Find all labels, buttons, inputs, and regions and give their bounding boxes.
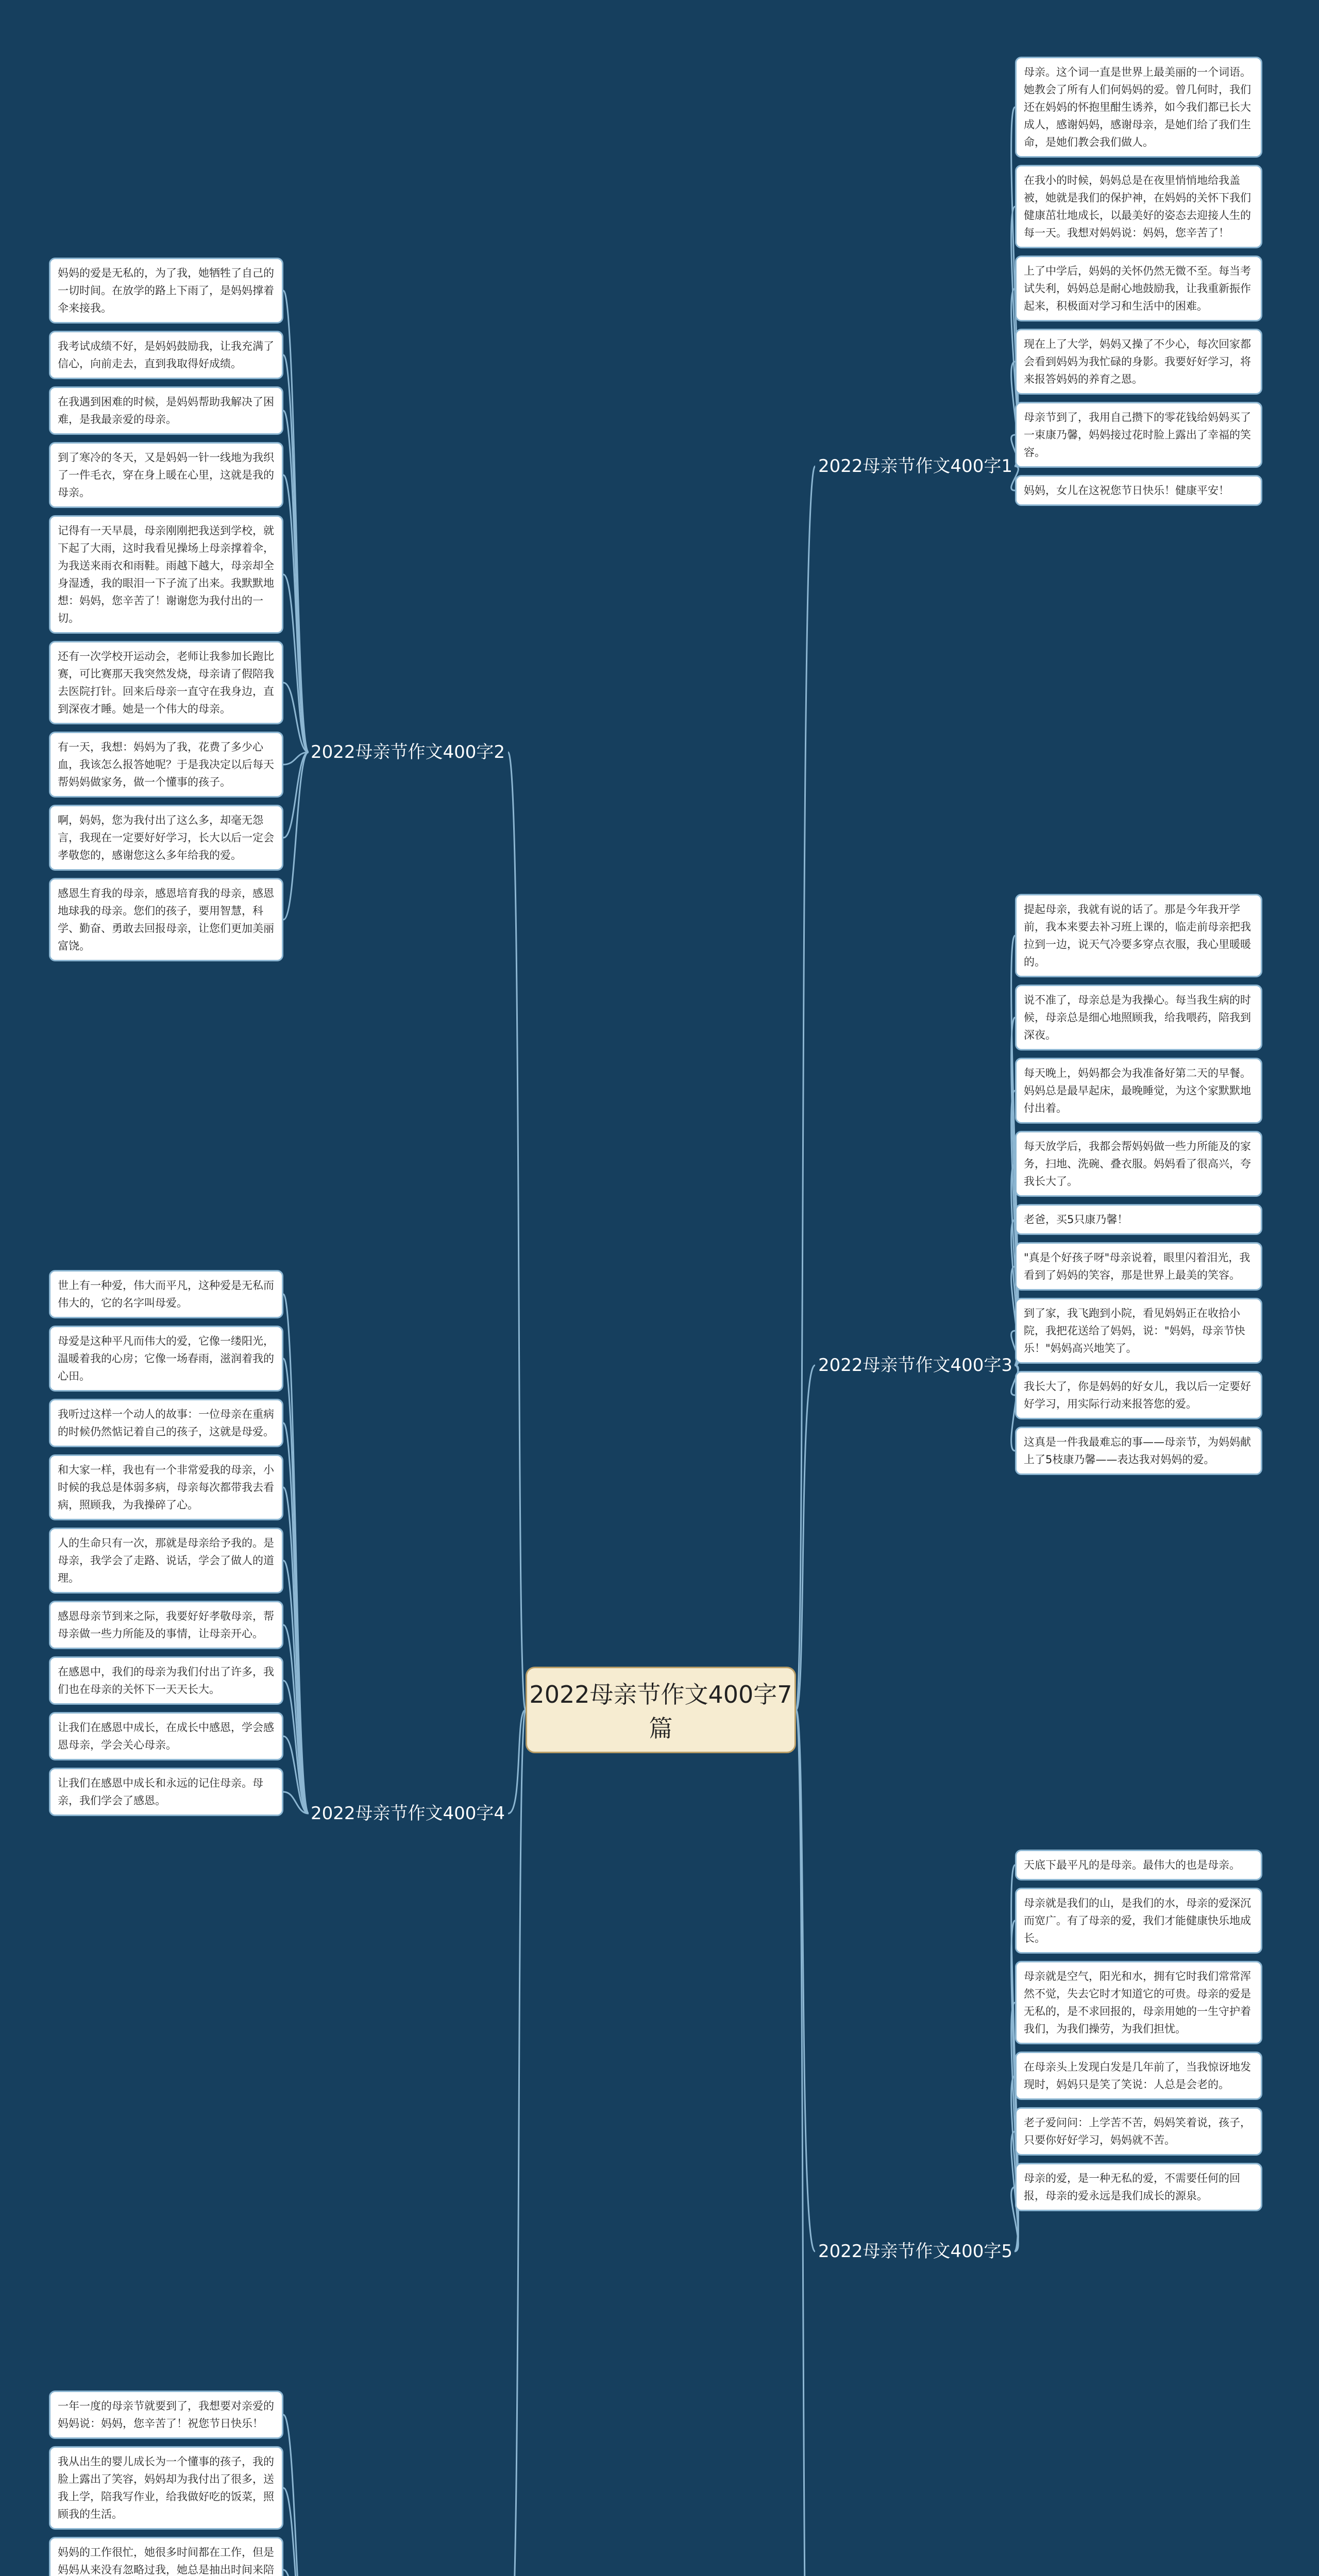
leaf-note[interactable]: 让我们在感恩中成长和永远的记住母亲。母亲，我们学会了感恩。 (49, 1768, 283, 1816)
leaf-note[interactable]: 我听过这样一个动人的故事：一位母亲在重病的时候仍然惦记着自己的孩子，这就是母爱。 (49, 1399, 283, 1447)
leaf-note[interactable]: 妈妈的爱是无私的，为了我，她牺牲了自己的一切时间。在放学的路上下雨了，是妈妈撑着伞来接我。 (49, 258, 283, 324)
leaf-note[interactable]: 感恩生育我的母亲，感恩培育我的母亲，感恩地球我的母亲。您们的孩子，要用智慧，科学、勤奋、勇敢去回报母亲，让您们更加美丽富饶。 (49, 878, 283, 961)
leaf-note[interactable]: 母爱是这种平凡而伟大的爱，它像一缕阳光，温暖着我的心房；它像一场春雨，滋润着我的心田。 (49, 1326, 283, 1392)
leaf-note[interactable]: 人的生命只有一次，那就是母亲给予我的。是母亲，我学会了走路、说话，学会了做人的道理。 (49, 1528, 283, 1594)
leaf-note[interactable]: 妈妈，女儿在这祝您节日快乐！健康平安！ (1015, 475, 1262, 506)
leaf-note[interactable]: 还有一次学校开运动会，老师让我参加长跑比赛，可比赛那天我突然发烧，母亲请了假陪我去医院打针。回来后母亲一直守在我身边，直到深夜才睡。她是一个伟大的母亲。 (49, 641, 283, 724)
leaf-note[interactable]: 母亲节到了，我用自己攒下的零花钱给妈妈买了一束康乃馨，妈妈接过花时脸上露出了幸福的笑容。 (1015, 402, 1262, 468)
branch-topic-5[interactable]: 2022母亲节作文400字5 (818, 2241, 1013, 2262)
central-topic[interactable]: 2022母亲节作文400字7篇 (526, 1667, 796, 1753)
leaf-note[interactable]: 我长大了，你是妈妈的好女儿，我以后一定要好好学习，用实际行动来报答您的爱。 (1015, 1371, 1262, 1419)
leaf-note[interactable]: 和大家一样，我也有一个非常爱我的母亲，小时候的我总是体弱多病，母亲每次都带我去看病，照顾我，为我操碎了心。 (49, 1454, 283, 1520)
leaf-note[interactable]: 在我小的时候，妈妈总是在夜里悄悄地给我盖被，她就是我们的保护神，在妈妈的关怀下我们健康茁壮地成长，以最美好的姿态去迎接人生的每一天。我想对妈妈说：妈妈，您辛苦了！ (1015, 165, 1262, 248)
leaf-note[interactable]: 在母亲头上发现白发是几年前了，当我惊讶地发现时，妈妈只是笑了笑说：人总是会老的。 (1015, 2052, 1262, 2100)
leaf-note[interactable]: 我从出生的婴儿成长为一个懂事的孩子，我的脸上露出了笑容，妈妈却为我付出了很多，送我上学，陪我写作业，给我做好吃的饭菜，照顾我的生活。 (49, 2446, 283, 2530)
leaf-note[interactable]: 有一天，我想：妈妈为了我，花费了多少心血，我该怎么报答她呢？于是我决定以后每天帮妈妈做家务，做一个懂事的孩子。 (49, 732, 283, 798)
leaf-note[interactable]: 在感恩中，我们的母亲为我们付出了许多，我们也在母亲的关怀下一天天长大。 (49, 1656, 283, 1705)
leaf-note[interactable]: 老子爱问问：上学苦不苦，妈妈笑着说，孩子，只要你好好学习，妈妈就不苦。 (1015, 2107, 1262, 2156)
leaf-note[interactable]: 妈妈的工作很忙，她很多时间都在工作，但是妈妈从来没有忽略过我，她总是抽出时间来陪 (49, 2537, 283, 2576)
leaf-note[interactable]: 这真是一件我最难忘的事——母亲节，为妈妈献上了5枝康乃馨——表达我对妈妈的爱。 (1015, 1427, 1262, 1475)
leaf-note[interactable]: 让我们在感恩中成长，在成长中感恩，学会感恩母亲，学会关心母亲。 (49, 1712, 283, 1760)
leaf-note[interactable]: 我考试成绩不好，是妈妈鼓励我，让我充满了信心，向前走去，直到我取得好成绩。 (49, 331, 283, 379)
branch-topic-3[interactable]: 2022母亲节作文400字3 (818, 1355, 1013, 1376)
leaf-note[interactable]: 提起母亲，我就有说的话了。那是今年我开学前，我本来要去补习班上课的，临走前母亲把我拉到一边，说天气冷要多穿点衣服，我心里暖暖的。 (1015, 894, 1262, 977)
leaf-note[interactable]: 现在上了大学，妈妈又操了不少心，每次回家都会看到妈妈为我忙碌的身影。我要好好学习，将来报答妈妈的养育之恩。 (1015, 329, 1262, 395)
leaf-note[interactable]: 记得有一天早晨，母亲刚刚把我送到学校，就下起了大雨，这时我看见操场上母亲撑着伞，为我送来雨衣和雨鞋。雨越下越大，母亲却全身湿透，我的眼泪一下子流了出来。我默默地想：妈妈，您辛苦了！谢谢您为我付出的一切。 (49, 515, 283, 634)
leaf-note[interactable]: 世上有一种爱，伟大而平凡，这种爱是无私而伟大的，它的名字叫母爱。 (49, 1270, 283, 1318)
leaf-note[interactable]: 每天放学后，我都会帮妈妈做一些力所能及的家务，扫地、洗碗、叠衣服。妈妈看了很高兴，夸我长大了。 (1015, 1131, 1262, 1197)
leaf-note[interactable]: 母亲就是空气，阳光和水，拥有它时我们常常浑然不觉，失去它时才知道它的可贵。母亲的爱是无私的，是不求回报的，母亲用她的一生守护着我们，为我们操劳，为我们担忧。 (1015, 1961, 1262, 2044)
leaf-note[interactable]: 老爸，买5只康乃馨！ (1015, 1204, 1262, 1235)
leaf-note[interactable]: 一年一度的母亲节就要到了，我想要对亲爱的妈妈说：妈妈，您辛苦了！祝您节日快乐！ (49, 2391, 283, 2439)
leaf-note[interactable]: 每天晚上，妈妈都会为我准备好第二天的早餐。妈妈总是最早起床，最晚睡觉，为这个家默默地付出着。 (1015, 1058, 1262, 1124)
branch-topic-1[interactable]: 2022母亲节作文400字1 (818, 456, 1013, 477)
leaf-note[interactable]: 母亲的爱，是一种无私的爱，不需要任何的回报，母亲的爱永远是我们成长的源泉。 (1015, 2163, 1262, 2211)
leaf-note[interactable]: "真是个好孩子呀"母亲说着，眼里闪着泪光，我看到了妈妈的笑容，那是世界上最美的笑容。 (1015, 1242, 1262, 1291)
leaf-note[interactable]: 母亲。这个词一直是世界上最美丽的一个词语。她教会了所有人们何妈妈的爱。曾几何时，我们还在妈妈的怀抱里酣生诱养，如今我们都已长大成人，感谢妈妈，感谢母亲，是她们给了我们生命，是她们教会我们做人。 (1015, 57, 1262, 158)
leaf-note[interactable]: 感恩母亲节到来之际，我要好好孝敬母亲，帮母亲做一些力所能及的事情，让母亲开心。 (49, 1601, 283, 1649)
branch-topic-2[interactable]: 2022母亲节作文400字2 (311, 742, 505, 762)
leaf-note[interactable]: 母亲就是我们的山，是我们的水，母亲的爱深沉而宽广。有了母亲的爱，我们才能健康快乐地成长。 (1015, 1888, 1262, 1954)
branch-topic-4[interactable]: 2022母亲节作文400字4 (311, 1803, 505, 1824)
leaf-note[interactable]: 啊，妈妈，您为我付出了这么多，却毫无怨言，我现在一定要好好学习，长大以后一定会孝敬您的，感谢您这么多年给我的爱。 (49, 805, 283, 871)
leaf-note[interactable]: 到了家，我飞跑到小院，看见妈妈正在收拾小院，我把花送给了妈妈，说："妈妈，母亲节快乐！"妈妈高兴地笑了。 (1015, 1298, 1262, 1364)
leaf-note[interactable]: 到了寒冷的冬天，又是妈妈一针一线地为我织了一件毛衣，穿在身上暖在心里，这就是我的母亲。 (49, 442, 283, 508)
leaf-note[interactable]: 上了中学后，妈妈的关怀仍然无微不至。每当考试失利，妈妈总是耐心地鼓励我，让我重新振作起来，积极面对学习和生活中的困难。 (1015, 256, 1262, 321)
leaf-note[interactable]: 在我遇到困难的时候，是妈妈帮助我解决了困难，是我最亲爱的母亲。 (49, 386, 283, 435)
leaf-note[interactable]: 天底下最平凡的是母亲。最伟大的也是母亲。 (1015, 1850, 1262, 1880)
leaf-note[interactable]: 说不准了，母亲总是为我操心。每当我生病的时候，母亲总是细心地照顾我，给我喂药，陪我到深夜。 (1015, 985, 1262, 1050)
